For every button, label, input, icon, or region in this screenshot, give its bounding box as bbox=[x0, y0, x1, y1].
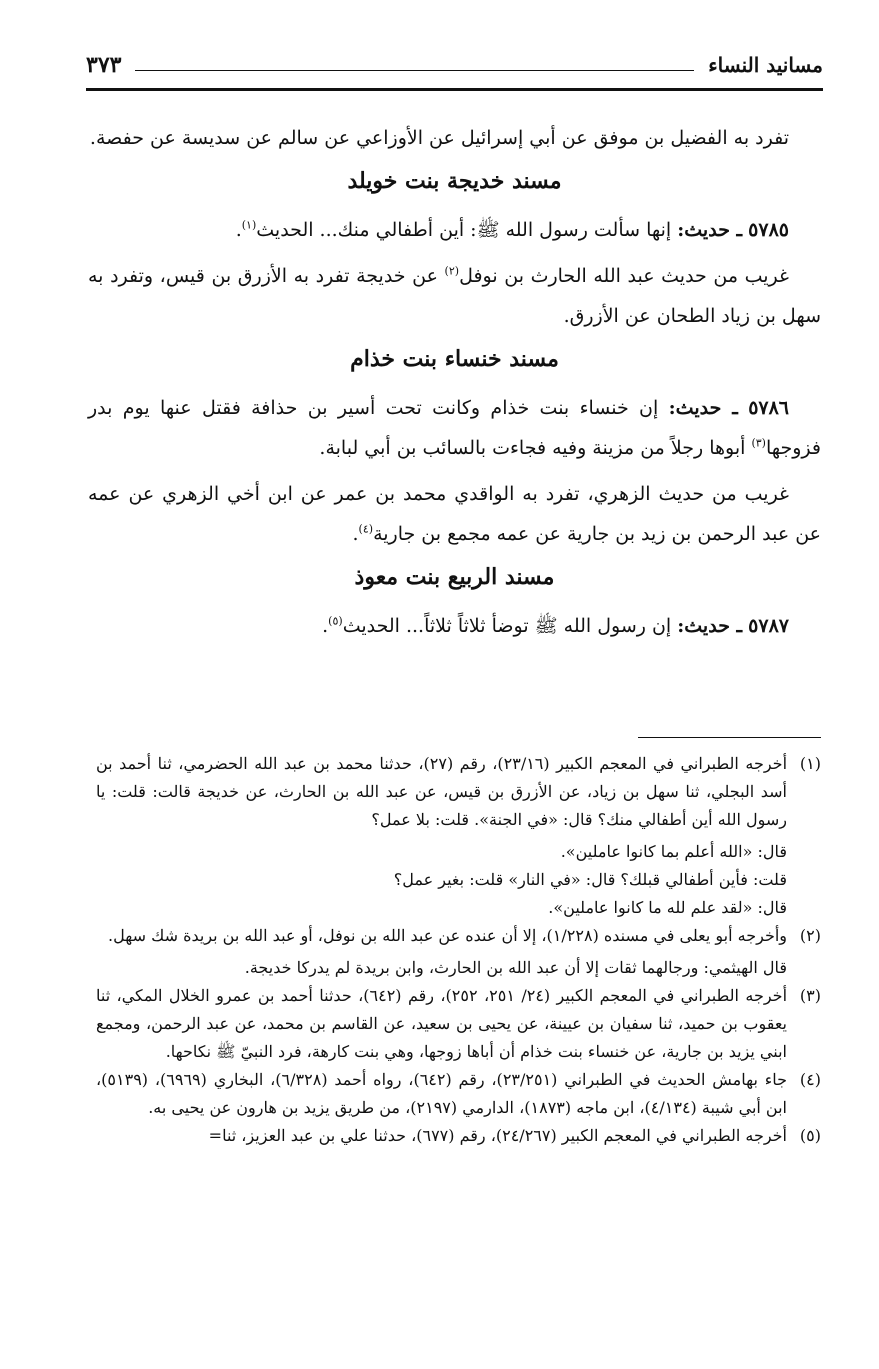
running-title: مسانيد النساء bbox=[708, 53, 823, 77]
footnote-text: وأخرجه أبو يعلى في مسنده (١/٢٢٨)، إلا أن عنده عن عبد الله بن نوفل، أو عبد الله بن بريدة شك سهل. bbox=[108, 926, 787, 945]
section-title-khadija: مسند خديجة بنت خويلد bbox=[347, 168, 562, 194]
footnote-ref: (١) bbox=[241, 218, 257, 232]
comment-5785 bbox=[88, 256, 821, 336]
hadith-text: إنها سألت رسول الله ﷺ: أين أطفالي منك... الحديث bbox=[256, 219, 672, 241]
footnote-ref: (٥) bbox=[328, 614, 343, 628]
comment-5786 bbox=[88, 474, 821, 554]
footnote-5 bbox=[96, 1122, 821, 1150]
footnote-line: قال: «الله أعلم بما كانوا عاملين». bbox=[560, 842, 787, 861]
header-rule bbox=[86, 88, 823, 91]
comment-text: عن خديجة تفرد به الأزرق بن قيس، وتفرد به سهل بن زياد الطحان عن الأزرق. bbox=[88, 265, 821, 327]
header-dash-line bbox=[135, 70, 694, 71]
footnote-ref: (٢) bbox=[444, 264, 460, 278]
comment-text: غريب من حديث عبد الله الحارث بن نوفل bbox=[459, 265, 789, 287]
comment-text: غريب من حديث الزهري، تفرد به الواقدي محمد بن عمر عن ابن أخي الزهري عن عمه عن عبد الرحمن بن زيد بن جارية عن عمه مجمع بن جارية bbox=[88, 483, 821, 545]
hadith-5785 bbox=[88, 210, 821, 250]
footnote-4 bbox=[96, 1066, 821, 1122]
footnote-text: جاء بهامش الحديث في الطبراني (٢٣/٢٥١)، رقم (٦٤٢)، رواه أحمد (٦/٣٢٨)، البخاري (٦٩٦٩)، (٥١٣٩)، ابن أبي شيبة (٤/١٣٤)، ابن ماجه (١٨٧٣)، الدارمي (٢١٩٧)، من طريق يزيد بن هارون عن يحيى به. bbox=[96, 1070, 788, 1117]
section-title-rubayyi: مسند الربيع بنت معوذ bbox=[354, 564, 555, 590]
footnote-number: (٥) bbox=[799, 1126, 821, 1145]
footnote-number: (٤) bbox=[799, 1070, 821, 1089]
footnote-text: أخرجه الطبراني في المعجم الكبير (٢٣/١٦)، رقم (٢٧)، حدثنا محمد بن عبد الله الحضرمي، ثنا أحمد بن أسد البجلي، ثنا سهل بن زياد، عن الأزرق بن قيس، عن عبد الله بن الحارث، عن خديجة قالت: قلت: يا رسول الله أين أطفالي منك؟ قال: «في الجنة». قلت: بلا عمل؟ bbox=[96, 754, 788, 829]
footnote-text: أخرجه الطبراني في المعجم الكبير (٢٤/ ٢٥١، ٢٥٢)، رقم (٦٤٢)، حدثنا أحمد بن عمرو الخلال المكي، ثنا يعقوب بن حميد، ثنا سفيان بن عيينة، عن يحيى بن سعيد، عن القاسم بن محمد، عن عبد الرحمن، ومجمع ابني يزيد بن جارية، عن خنساء بنت خذام أن أباها زوجها، وهي بنت كارهة، فرد النبيّ ﷺ نكاحها. bbox=[96, 986, 788, 1061]
hadith-label: ـ حديث: bbox=[677, 219, 743, 241]
section-title-khansa: مسند خنساء بنت خذام bbox=[350, 346, 559, 372]
footnote-2 bbox=[96, 922, 821, 982]
footnote-ref: (٤) bbox=[358, 522, 374, 536]
hadith-end: . bbox=[322, 615, 329, 637]
footnote-number: (١) bbox=[799, 754, 821, 773]
hadith-5786 bbox=[88, 388, 821, 468]
footnote-1 bbox=[96, 750, 821, 922]
hadith-label: ـ حديث: bbox=[677, 615, 743, 637]
footnote-number: (٢) bbox=[799, 926, 821, 945]
footnote-line: قلت: فأين أطفالي قبلك؟ قال: «في النار» قلت: بغير عمل؟ bbox=[393, 870, 787, 889]
footnote-text: أخرجه الطبراني في المعجم الكبير (٢٤/٢٦٧)، رقم (٦٧٧)، حدثنا علي بن عبد العزيز، ثنا= bbox=[208, 1126, 787, 1145]
footnotes bbox=[96, 750, 821, 1150]
footnote-line: قال: «لقد علم لله ما كانوا عاملين». bbox=[548, 898, 787, 917]
main-text bbox=[88, 118, 821, 646]
intro-paragraph: تفرد به الفضيل بن موفق عن أبي إسرائيل عن الأوزاعي عن سالم عن سديسة عن حفصة. bbox=[89, 127, 789, 149]
footnote-line: قال الهيثمي: ورجالهما ثقات إلا أن عبد الله بن الحارث، وابن بريدة لم يدركا خديجة. bbox=[244, 958, 787, 977]
page-header bbox=[86, 44, 823, 86]
hadith-text: إن رسول الله ﷺ توضأ ثلاثاً ثلاثاً... الحديث bbox=[342, 615, 672, 637]
hadith-label: ـ حديث: bbox=[668, 397, 738, 419]
hadith-number: ٥٧٨٦ bbox=[748, 397, 790, 419]
footnote-3 bbox=[96, 982, 821, 1066]
hadith-5787 bbox=[88, 606, 821, 646]
hadith-end: . bbox=[235, 219, 242, 241]
hadith-text: إن خنساء بنت خذام وكانت تحت أسير بن حذافة فقتل عنها يوم بدر فزوجها bbox=[88, 397, 821, 459]
footnote-separator bbox=[638, 737, 821, 738]
footnote-number: (٣) bbox=[799, 986, 821, 1005]
comment-end: . bbox=[352, 523, 359, 545]
footnote-ref: (٣) bbox=[751, 436, 766, 450]
page-number: ٣٧٣ bbox=[86, 52, 122, 78]
hadith-text: أبوها رجلاً من مزينة وفيه فجاءت بالسائب بن أبي لبابة. bbox=[319, 437, 746, 459]
hadith-number: ٥٧٨٥ bbox=[748, 219, 789, 241]
hadith-number: ٥٧٨٧ bbox=[748, 615, 789, 637]
